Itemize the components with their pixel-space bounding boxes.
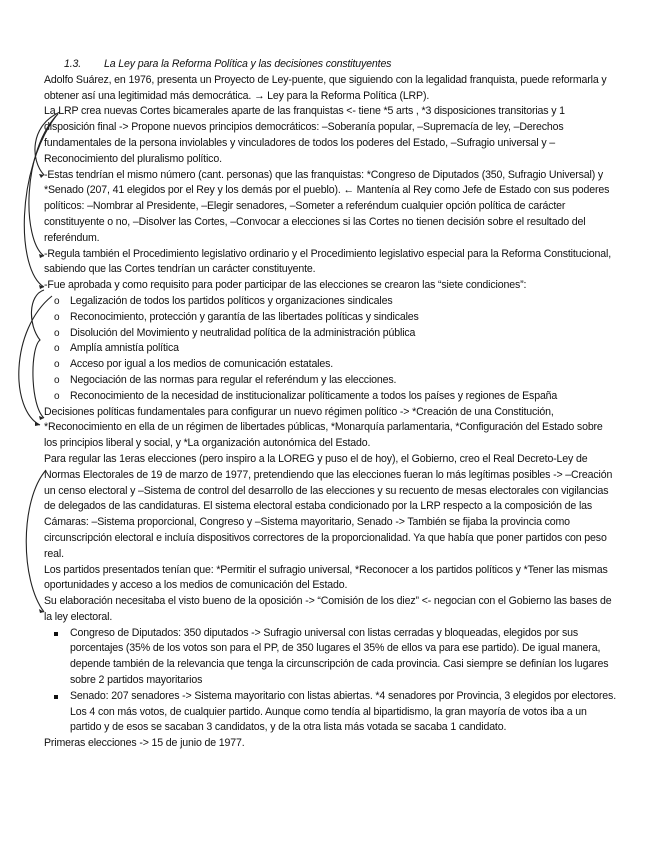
paragraph-intro: Adolfo Suárez, en 1976, presenta un Proyecto de Ley-puente, que siguiendo con la legalidad franquista, puede reformarla y obtener así una legitimidad más democrática. → Ley para la Reforma Política (LRP). (44, 73, 607, 102)
paragraph-decisiones: Decisiones políticas fundamentales para configurar un nuevo régimen político -> *Creación de una Constitución, *Reconocimiento en ella de un régimen de libertades públicas, *Monarquía parlamentaria, *Configuración del Estado sobre los principios liberal y social, y *La organización autonómica del Estado. (44, 405, 603, 450)
paragraph-estas-tendrian: -Estas tendrían el mismo número (cant. personas) que las franquistas: *Congreso de Diputados (350, Sufragio Universal) y *Senado (207, 41 elegidos por el Rey y los demás por el pueblo). ← Mantenía al Rey como Jefe de Estado con sus poderes políticos: –Nombrar al Presidente, –Elegir senadores, –Someter a referéndum cualquier opción política de carácter constituyente o no, –Disolver las Cortes, –Convocar a elecciones si las Cortes no tienen decisión sobre el resultado del referéndum. (44, 168, 610, 244)
list-item: o Legalización de todos los partidos políticos y organizaciones sindicales (44, 294, 616, 310)
brace-arrow-conditions (31, 290, 44, 418)
paragraph-elaboracion: Su elaboración necesitaba el visto bueno de la oposición -> “Comisión de los diez” <- negocian con el Gobierno las bases de la ley electoral. (44, 595, 612, 623)
document-body (44, 57, 616, 752)
section-heading (44, 57, 616, 73)
arrowhead (35, 422, 40, 426)
list-item: o Negociación de las normas para regular el referéndum y las elecciones. (44, 373, 616, 389)
camaras-list (44, 626, 616, 737)
paragraph-partidos: Los partidos presentados tenían que: *Permitir el sufragio universal, *Reconocer a los partidos políticos y *Tener las mismas oportunidades y acceso a los medios de comunicación del Estado. (44, 563, 608, 592)
paragraph-regular-elecciones: Para regular las 1eras elecciones (pero inspiro a la LOREG y puso el de hoy), el Gobierno, creo el Real Decreto-Ley de Normas Electorales de 19 de marzo de 1977, pretendiendo que las elecciones fueran lo más legítimas posibles -> –Creación un censo electoral y –Sistema de control del desarrollo de las elecciones y su recuento de mesas electorales con vigilancias de delegados de las candidaturas. El sistema electoral estaba condicionado por la LRP respecto a la composición de las Cámaras: –Sistema proporcional, Congreso y –Sistema mayoritario, Senado -> También se fijaba la provincia como circunscripción electoral e incluía dispositivos correctores de la proporcionalidad. Ya que había que poner partidos con peso real. (44, 452, 613, 560)
list-item: Senado: 207 senadores -> Sistema mayoritario con listas abiertas. *4 senadores por Provincia, 3 elegidos por electores. Los 4 con más votos, de cualquier partido. Aunque como tendía al bipartidismo, la gran mayoría de votos iba a un partido y de esos se sacaban 3 candidatos, y de la otra lista más votada se sacaba 1 candidato. (44, 689, 616, 736)
list-item: Congreso de Diputados: 350 diputados -> Sufragio universal con listas cerradas y bloqueadas, elegidos por sus porcentajes (35% de los votos son para el PP, de 350 lugares el 35% de ellos va para ese partido). De igual manera, depende también de la relevancia que tenga la circunscripción de cada provincia. Casi siempre se definían los lugares sobre 2 partidos mayoritarios (44, 626, 616, 689)
siete-condiciones-list (44, 294, 616, 405)
section-title: La Ley para la Reforma Política y las decisiones constituyentes (104, 58, 392, 70)
section-number: 1.3. (64, 58, 82, 70)
list-item: o Acceso por igual a los medios de comunicación estatales. (44, 357, 616, 373)
paragraph-regula: -Regula también el Procedimiento legislativo ordinario y el Procedimiento legislativo especial para la Reforma Constitucional, sabiendo que las Cortes tendrían un carácter constituyente. (44, 247, 611, 276)
paragraph-primeras: Primeras elecciones -> 15 de junio de 1977. (44, 737, 245, 750)
paragraph-aprobada: -Fue aprobada y como requisito para poder participar de las elecciones se crearon las “siete condiciones”: (44, 279, 527, 292)
list-item: o Amplía amnistía política (44, 341, 616, 357)
list-item: o Disolución del Movimiento y neutralidad política de la administración pública (44, 326, 616, 342)
list-item: o Reconocimiento de la necesidad de institucionalizar políticamente a todos los países y regiones de España (44, 389, 616, 405)
paragraph-lrp-cortes: La LRP crea nuevas Cortes bicamerales aparte de las franquistas <- tiene *5 arts , *3 disposiciones transitorias y 1 disposición final -> Propone nuevos principios democráticos: –Soberanía popular, –Supremacía de ley, –Derechos fundamentales de la persona inviolables y vinculadores de todos los poderes del Estado, –Sufragio universal y –Reconocimiento del pluralismo político. (44, 105, 565, 165)
list-item: o Reconocimiento, protección y garantía de las libertades políticas y sindicales (44, 310, 616, 326)
